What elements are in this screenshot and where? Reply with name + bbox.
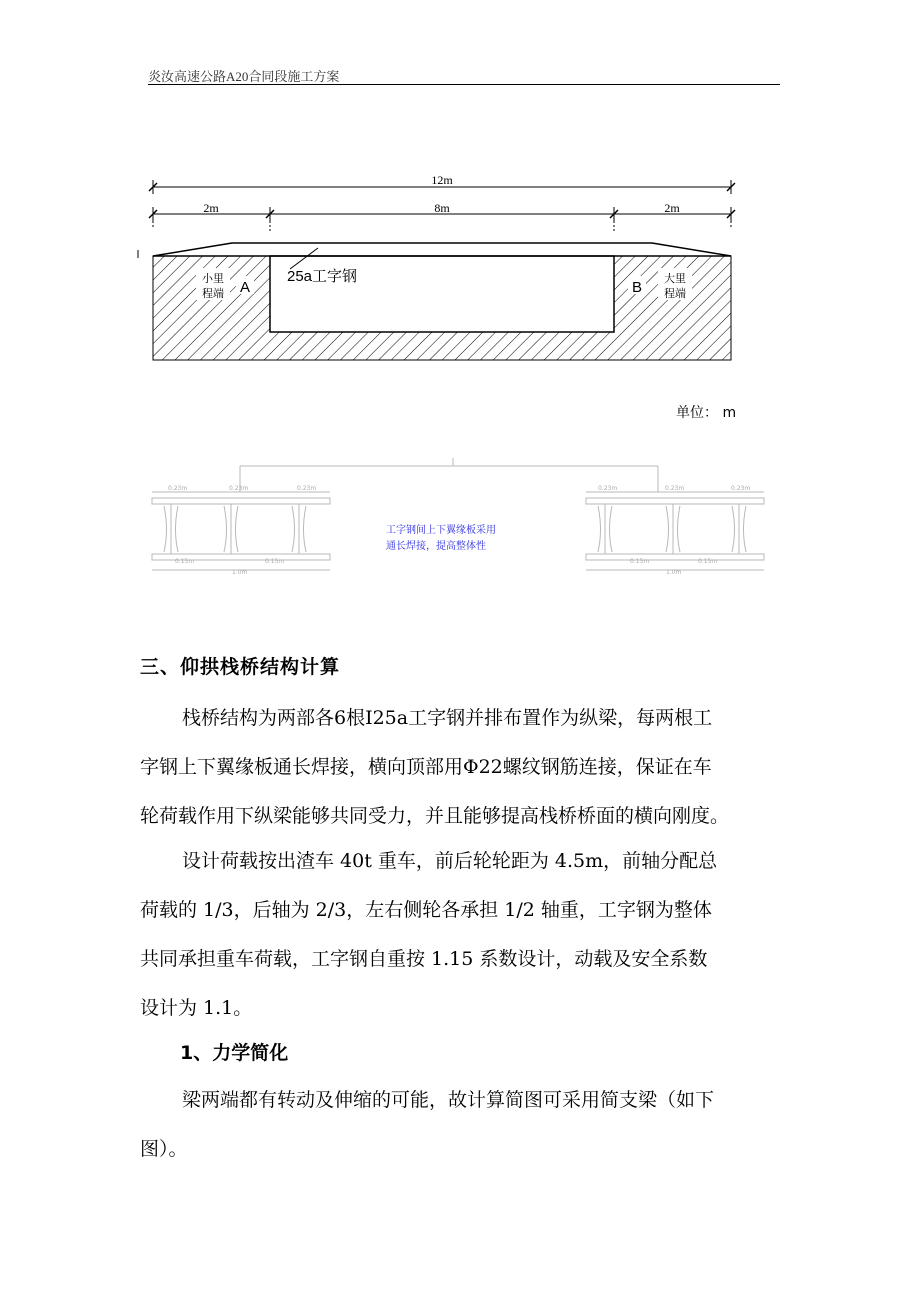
beam-cross-section-diagram bbox=[152, 458, 764, 576]
dim-middle-label: 8m bbox=[434, 201, 450, 215]
point-b-label: B bbox=[631, 279, 643, 296]
right-spacing-label-2: 0.23m bbox=[665, 485, 685, 492]
left-end-label-line1: 小里 bbox=[202, 272, 224, 285]
dim-left-label: 2m bbox=[203, 201, 219, 215]
weld-note-line2: 通长焊接，提高整体性 bbox=[386, 541, 486, 552]
unit-note: 单位： m bbox=[676, 405, 737, 421]
beam-label: 25a工字钢 bbox=[287, 268, 358, 285]
paragraph1-line1: 栈桥结构为两部各6根Ⅰ25a工字钢并排布置作为纵梁，每两根工 bbox=[182, 707, 713, 729]
paragraph-structure bbox=[140, 694, 790, 841]
left-spacing-label-2: 0.23m bbox=[229, 485, 249, 492]
right-spacing-label-1: 0.23m bbox=[598, 485, 618, 492]
right-gap-label-1: 0.15m bbox=[630, 558, 650, 565]
left-end-label-line2: 程端 bbox=[202, 287, 224, 300]
right-gap-label-2: 0.15m bbox=[698, 558, 718, 565]
left-gap-label-1: 0.15m bbox=[175, 558, 195, 565]
paragraph2-line4: 设计为 1.1。 bbox=[140, 997, 253, 1019]
paragraph3-line1: 梁两端都有转动及伸缩的可能，故计算简图可采用简支梁（如下 bbox=[182, 1089, 715, 1111]
dim-right-label: 2m bbox=[664, 201, 680, 215]
point-a-label: A bbox=[239, 279, 251, 296]
paragraph2-line3: 共同承担重车荷载，工字钢自重按 1.15 系数设计，动载及安全系数 bbox=[140, 948, 708, 970]
paragraph2-line2: 荷载的 1/3，后轴为 2/3，左右侧轮各承担 1/2 轴重，工字钢为整体 bbox=[140, 899, 712, 921]
subsection-title: 1、力学简化 bbox=[180, 1042, 289, 1064]
steel-beam-deck bbox=[153, 243, 731, 256]
paragraph2-line1: 设计荷载按出渣车 40t 重车，前后轮轮距为 4.5m，前轴分配总 bbox=[182, 850, 718, 872]
right-end-label-line2: 程端 bbox=[664, 287, 686, 300]
paragraph1-line3: 轮荷载作用下纵梁能够共同受力，并且能够提高栈桥桥面的横向刚度。 bbox=[140, 805, 730, 827]
paragraph-simplification bbox=[140, 1076, 790, 1174]
left-width-label: 1.0m bbox=[232, 569, 248, 576]
dim-total-label: 12m bbox=[431, 173, 453, 187]
left-gap-label-2: 0.15m bbox=[265, 558, 285, 565]
right-end-label-line1: 大里 bbox=[664, 272, 686, 285]
left-spacing-label-3: 0.23m bbox=[297, 485, 317, 492]
left-spacing-label-1: 0.23m bbox=[168, 485, 188, 492]
paragraph1-line2: 字钢上下翼缘板通长焊接，横向顶部用Φ22螺纹钢筋连接，保证在车 bbox=[140, 756, 712, 778]
right-width-label: 1.0m bbox=[666, 569, 682, 576]
paragraph-design-load bbox=[140, 837, 790, 1033]
header-title: 炎汝高速公路A20合同段施工方案 bbox=[148, 69, 340, 84]
bridge-elevation-diagram bbox=[138, 173, 736, 421]
section-title: 三、仰拱栈桥结构计算 bbox=[140, 656, 341, 678]
paragraph3-line2: 图）。 bbox=[140, 1138, 188, 1160]
weld-note-line1: 工字钢间上下翼缘板采用 bbox=[386, 525, 496, 536]
right-spacing-label-3: 0.23m bbox=[731, 485, 751, 492]
